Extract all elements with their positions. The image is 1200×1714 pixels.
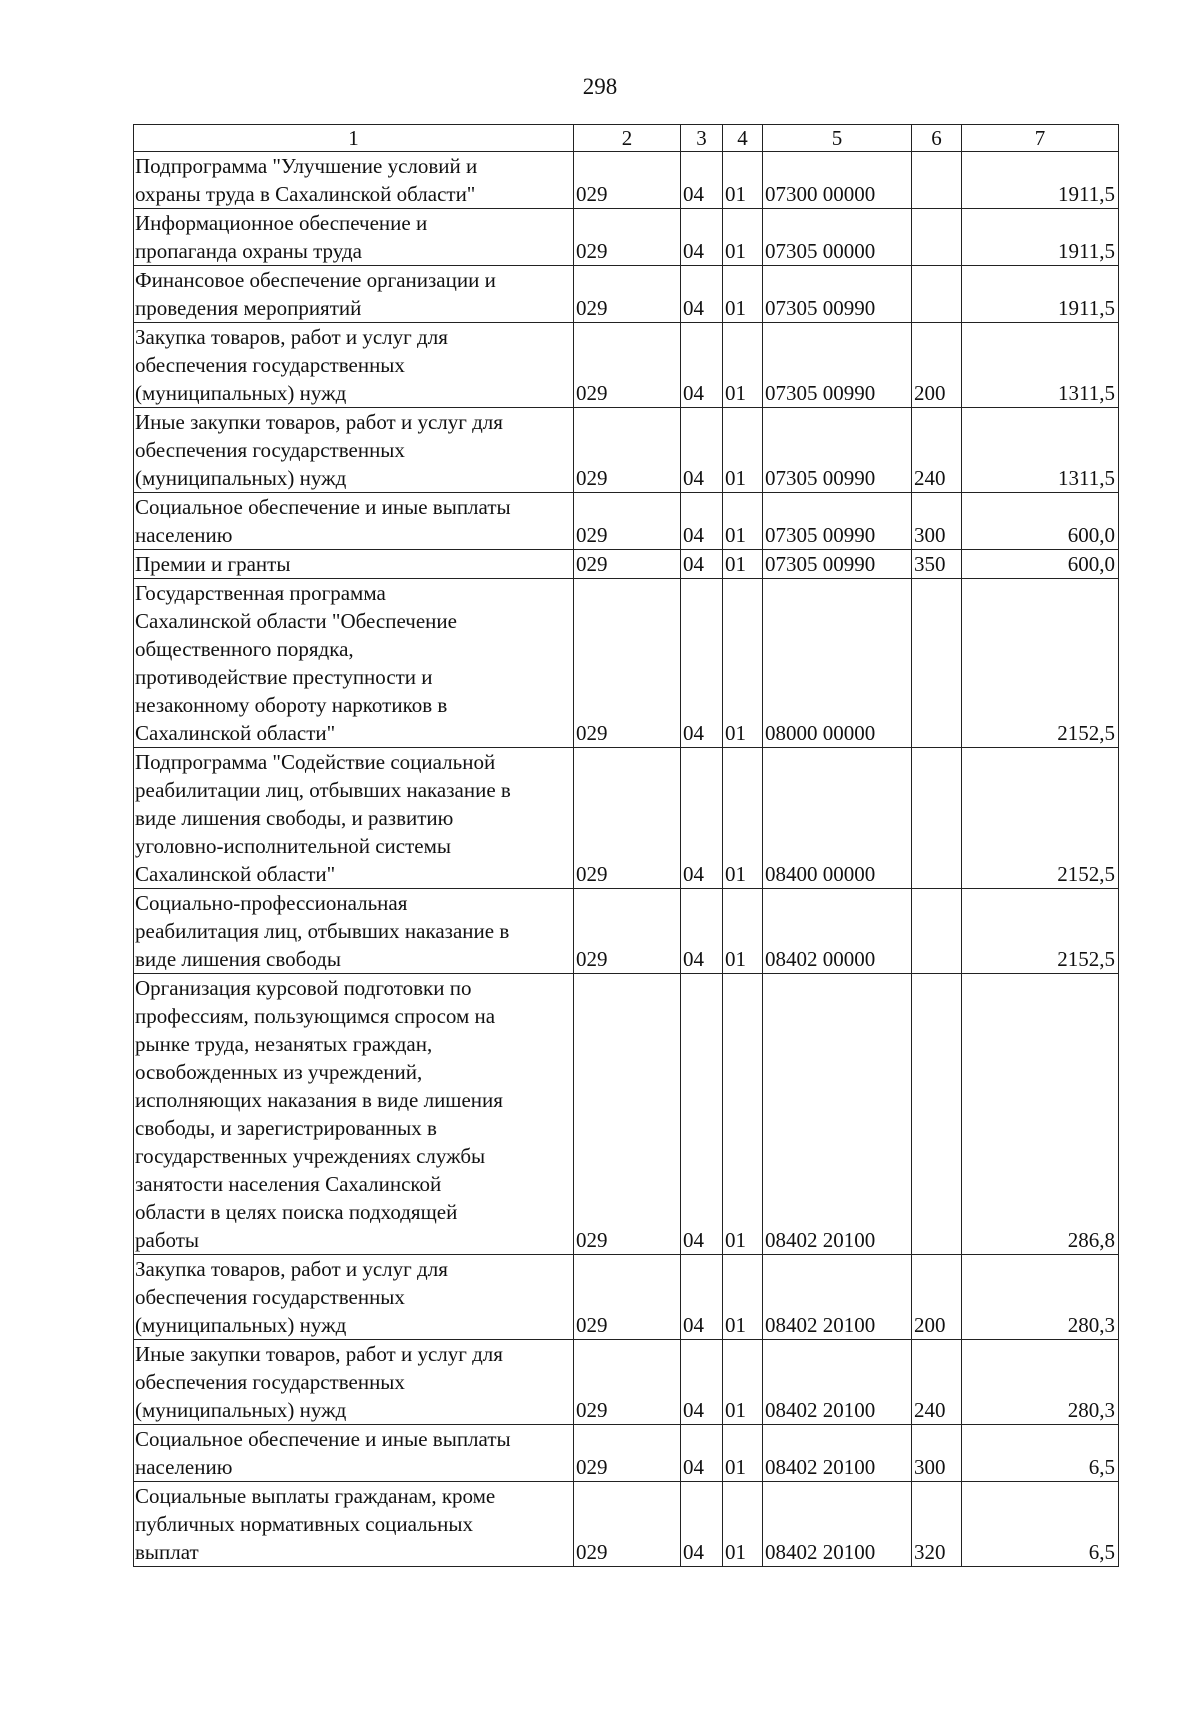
subsection-cell: 01: [723, 209, 763, 266]
target-article-cell: 08400 00000: [763, 748, 912, 889]
section-cell: 04: [681, 152, 723, 209]
amount-cell: 600,0: [962, 550, 1119, 579]
expense-type-cell: 300: [912, 493, 962, 550]
table-row: [134, 1425, 1119, 1482]
section-cell: 04: [681, 1255, 723, 1340]
subsection-cell: 01: [723, 1425, 763, 1482]
table-row: [134, 1255, 1119, 1340]
section-cell: 04: [681, 550, 723, 579]
amount-cell: 1311,5: [962, 408, 1119, 493]
table-row: [134, 1340, 1119, 1425]
section-cell: 04: [681, 748, 723, 889]
amount-cell: 2152,5: [962, 579, 1119, 748]
expense-type-cell: 300: [912, 1425, 962, 1482]
row-name-cell: Подпрограмма "Содействие социальной реабилитации лиц, отбывших наказание в виде лишения свободы, и развитию уголовно-исполнительной системы Сахалинской области": [134, 748, 574, 889]
ministry-code-cell: 029: [574, 266, 681, 323]
expense-type-cell: [912, 152, 962, 209]
expense-type-cell: 320: [912, 1482, 962, 1567]
ministry-code-cell: 029: [574, 748, 681, 889]
expense-type-cell: [912, 579, 962, 748]
table-row: [134, 493, 1119, 550]
target-article-cell: 07305 00990: [763, 408, 912, 493]
subsection-cell: 01: [723, 974, 763, 1255]
table-row: [134, 550, 1119, 579]
ministry-code-cell: 029: [574, 1425, 681, 1482]
section-cell: 04: [681, 974, 723, 1255]
row-name-cell: Финансовое обеспечение организации и проведения мероприятий: [134, 266, 574, 323]
row-name-cell: Государственная программа Сахалинской области "Обеспечение общественного порядка, противодействие преступности и незаконному обороту наркотиков в Сахалинской области": [134, 579, 574, 748]
target-article-cell: 08000 00000: [763, 579, 912, 748]
subsection-cell: 01: [723, 748, 763, 889]
amount-cell: 1311,5: [962, 323, 1119, 408]
amount-cell: 1911,5: [962, 209, 1119, 266]
ministry-code-cell: 029: [574, 1340, 681, 1425]
section-cell: 04: [681, 1482, 723, 1567]
row-name-cell: Социальное обеспечение и иные выплаты населению: [134, 493, 574, 550]
expense-type-cell: [912, 748, 962, 889]
expense-type-cell: 200: [912, 323, 962, 408]
subsection-cell: 01: [723, 579, 763, 748]
amount-cell: 600,0: [962, 493, 1119, 550]
table-body: [134, 152, 1119, 1567]
expense-type-cell: 200: [912, 1255, 962, 1340]
budget-table: [133, 124, 1119, 1567]
target-article-cell: 08402 00000: [763, 889, 912, 974]
amount-cell: 280,3: [962, 1255, 1119, 1340]
row-name-cell: Социально-профессиональная реабилитация лиц, отбывших наказание в виде лишения свободы: [134, 889, 574, 974]
expense-type-cell: [912, 889, 962, 974]
ministry-code-cell: 029: [574, 1482, 681, 1567]
section-cell: 04: [681, 209, 723, 266]
subsection-cell: 01: [723, 493, 763, 550]
table-row: [134, 1482, 1119, 1567]
amount-cell: 2152,5: [962, 889, 1119, 974]
ministry-code-cell: 029: [574, 493, 681, 550]
expense-type-cell: [912, 266, 962, 323]
section-cell: 04: [681, 1340, 723, 1425]
ministry-code-cell: 029: [574, 323, 681, 408]
row-name-cell: Информационное обеспечение и пропаганда охраны труда: [134, 209, 574, 266]
column-header-5: 5: [763, 125, 912, 152]
subsection-cell: 01: [723, 889, 763, 974]
amount-cell: 1911,5: [962, 152, 1119, 209]
expense-type-cell: 350: [912, 550, 962, 579]
header-row: [134, 125, 1119, 152]
ministry-code-cell: 029: [574, 579, 681, 748]
subsection-cell: 01: [723, 550, 763, 579]
row-name-cell: Социальные выплаты гражданам, кроме публичных нормативных социальных выплат: [134, 1482, 574, 1567]
table-row: [134, 889, 1119, 974]
amount-cell: 6,5: [962, 1425, 1119, 1482]
table-row: [134, 152, 1119, 209]
ministry-code-cell: 029: [574, 889, 681, 974]
target-article-cell: 07305 00000: [763, 209, 912, 266]
ministry-code-cell: 029: [574, 209, 681, 266]
page-number: 298: [582, 74, 618, 99]
column-header-2: 2: [574, 125, 681, 152]
ministry-code-cell: 029: [574, 974, 681, 1255]
expense-type-cell: 240: [912, 1340, 962, 1425]
table-row: [134, 748, 1119, 889]
table-row: [134, 209, 1119, 266]
row-name-cell: Премии и гранты: [134, 550, 574, 579]
column-header-4: 4: [723, 125, 763, 152]
section-cell: 04: [681, 1425, 723, 1482]
table-row: [134, 579, 1119, 748]
target-article-cell: 08402 20100: [763, 1340, 912, 1425]
row-name-cell: Закупка товаров, работ и услуг для обеспечения государственных (муниципальных) нужд: [134, 1255, 574, 1340]
row-name-cell: Подпрограмма "Улучшение условий и охраны труда в Сахалинской области": [134, 152, 574, 209]
column-header-6: 6: [912, 125, 962, 152]
section-cell: 04: [681, 493, 723, 550]
subsection-cell: 01: [723, 323, 763, 408]
subsection-cell: 01: [723, 408, 763, 493]
ministry-code-cell: 029: [574, 1255, 681, 1340]
subsection-cell: 01: [723, 266, 763, 323]
expense-type-cell: [912, 974, 962, 1255]
ministry-code-cell: 029: [574, 550, 681, 579]
row-name-cell: Иные закупки товаров, работ и услуг для обеспечения государственных (муниципальных) нужд: [134, 1340, 574, 1425]
table-row: [134, 408, 1119, 493]
target-article-cell: 08402 20100: [763, 1255, 912, 1340]
subsection-cell: 01: [723, 1255, 763, 1340]
expense-type-cell: [912, 209, 962, 266]
column-header-7: 7: [962, 125, 1119, 152]
column-header-3: 3: [681, 125, 723, 152]
amount-cell: 286,8: [962, 974, 1119, 1255]
row-name-cell: Организация курсовой подготовки по профессиям, пользующимся спросом на рынке труда, незанятых граждан, освобожденных из учреждений, исполняющих наказания в виде лишения свободы, и зарегистрированных в государственных учреждениях службы занятости населения Сахалинской области в целях поиска подходящей работы: [134, 974, 574, 1255]
amount-cell: 2152,5: [962, 748, 1119, 889]
target-article-cell: 07305 00990: [763, 493, 912, 550]
amount-cell: 1911,5: [962, 266, 1119, 323]
subsection-cell: 01: [723, 1340, 763, 1425]
section-cell: 04: [681, 579, 723, 748]
section-cell: 04: [681, 889, 723, 974]
table-row: [134, 323, 1119, 408]
target-article-cell: 08402 20100: [763, 1425, 912, 1482]
target-article-cell: 08402 20100: [763, 1482, 912, 1567]
subsection-cell: 01: [723, 1482, 763, 1567]
target-article-cell: 07300 00000: [763, 152, 912, 209]
section-cell: 04: [681, 323, 723, 408]
subsection-cell: 01: [723, 152, 763, 209]
amount-cell: 280,3: [962, 1340, 1119, 1425]
table-row: [134, 974, 1119, 1255]
section-cell: 04: [681, 408, 723, 493]
row-name-cell: Социальное обеспечение и иные выплаты населению: [134, 1425, 574, 1482]
table-row: [134, 266, 1119, 323]
ministry-code-cell: 029: [574, 152, 681, 209]
amount-cell: 6,5: [962, 1482, 1119, 1567]
expense-type-cell: 240: [912, 408, 962, 493]
target-article-cell: 07305 00990: [763, 550, 912, 579]
target-article-cell: 08402 20100: [763, 974, 912, 1255]
target-article-cell: 07305 00990: [763, 266, 912, 323]
row-name-cell: Закупка товаров, работ и услуг для обеспечения государственных (муниципальных) нужд: [134, 323, 574, 408]
column-header-1: 1: [134, 125, 574, 152]
ministry-code-cell: 029: [574, 408, 681, 493]
row-name-cell: Иные закупки товаров, работ и услуг для обеспечения государственных (муниципальных) нужд: [134, 408, 574, 493]
section-cell: 04: [681, 266, 723, 323]
target-article-cell: 07305 00990: [763, 323, 912, 408]
